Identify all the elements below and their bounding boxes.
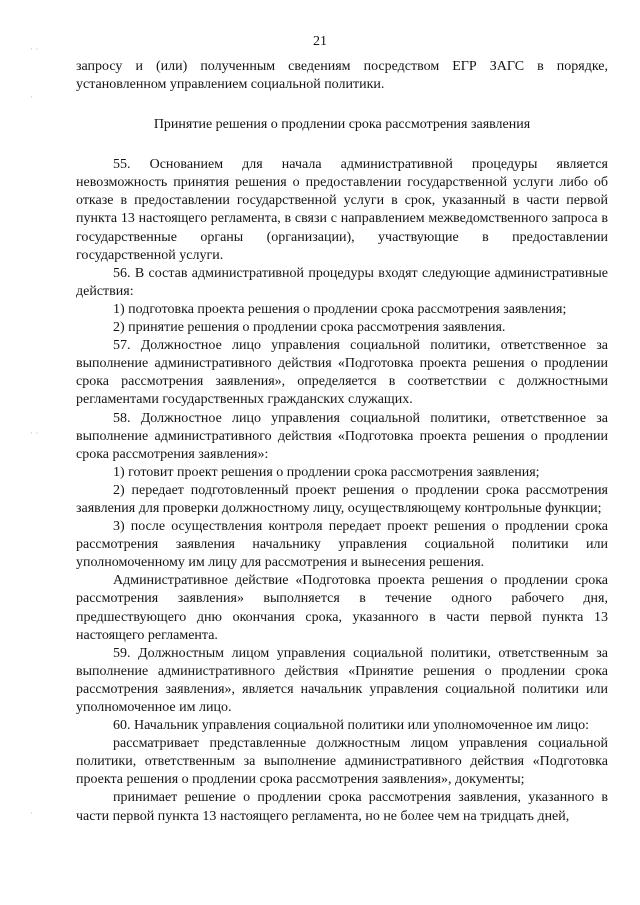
scan-artifact: · xyxy=(30,92,33,102)
list-item: 1) подготовка проекта решения о продлении срока рассмотрения заявления; xyxy=(113,301,567,317)
list-item: принимает решение о продлении срока рассмотрения заявления, указанного в части первой пункта 13 настоящего регламента, но не более чем на тридцать дней, xyxy=(76,790,608,824)
scan-artifact: · · xyxy=(30,428,39,438)
paragraph-58: 58. Должностное лицо управления социальной политики, ответственное за выполнение административного действия «Подготовка проекта решения о продлении срока рассмотрения заявления»: xyxy=(76,410,608,462)
page-number: 21 xyxy=(313,34,327,49)
list-item: 3) после осуществления контроля передает проект решения о продлении срока рассмотрения заявления начальнику управления социальной политики или уполномоченному им лицу для рассмотрения и вынесения решения. xyxy=(76,519,608,571)
list-item: 2) передает подготовленный проект решения о продлении срока рассмотрения заявления для проверки должностному лицу, осуществляющему контрольные функции; xyxy=(76,482,608,516)
paragraph-56: 56. В состав административной процедуры входят следующие административные действия: xyxy=(76,265,608,299)
scan-artifact: · · xyxy=(30,44,39,54)
paragraph-note: Административное действие «Подготовка проекта решения о продлении срока рассмотрения заявления» выполняется в течение одного рабочего дня, предшествующего дню окончания срока, указанного в части первой пункта 13 настоящего регламента. xyxy=(76,573,608,643)
list-item: рассматривает представленные должностным лицом управления социальной политики, ответственным за выполнение административного действия «Подготовка проекта решения о продлении срока рассмотрения заявления», документы; xyxy=(76,736,608,788)
document-body xyxy=(76,58,608,826)
scan-artifact: · xyxy=(30,808,33,818)
list-item: 2) принятие решения о продлении срока рассмотрения заявления. xyxy=(113,320,506,336)
paragraph-59: 59. Должностным лицом управления социальной политики, ответственным за выполнение административного действия «Принятие решения о продлении срока рассмотрения заявления», является начальник управления социальной политики или уполномоченное им лицо. xyxy=(76,645,608,715)
paragraph-55: 55. Основанием для начала административной процедуры является невозможность принятия решения о предоставлении государственной услуги либо об отказе в предоставлении государственной услуги в срок, указанный в части первой пункта 13 настоящего регламента, в связи с направлением межведомственного запроса в государственные органы (организации), участвующие в предоставлении государственной услуги. xyxy=(76,157,608,263)
intro-paragraph: запросу и (или) полученным сведениям посредством ЕГР ЗАГС в порядке, установленном управлением социальной политики. xyxy=(76,59,608,93)
list-item: 1) готовит проект решения о продлении срока рассмотрения заявления; xyxy=(113,464,540,480)
paragraph-60: 60. Начальник управления социальной политики или уполномоченное им лицо: xyxy=(113,718,589,734)
section-title: Принятие решения о продлении срока рассмотрения заявления xyxy=(153,117,531,133)
paragraph-57: 57. Должностное лицо управления социальной политики, ответственное за выполнение административного действия «Подготовка проекта решения о продлении срока рассмотрения заявления», определяется в соответствии с должностными регламентами государственных гражданских служащих. xyxy=(76,338,608,408)
